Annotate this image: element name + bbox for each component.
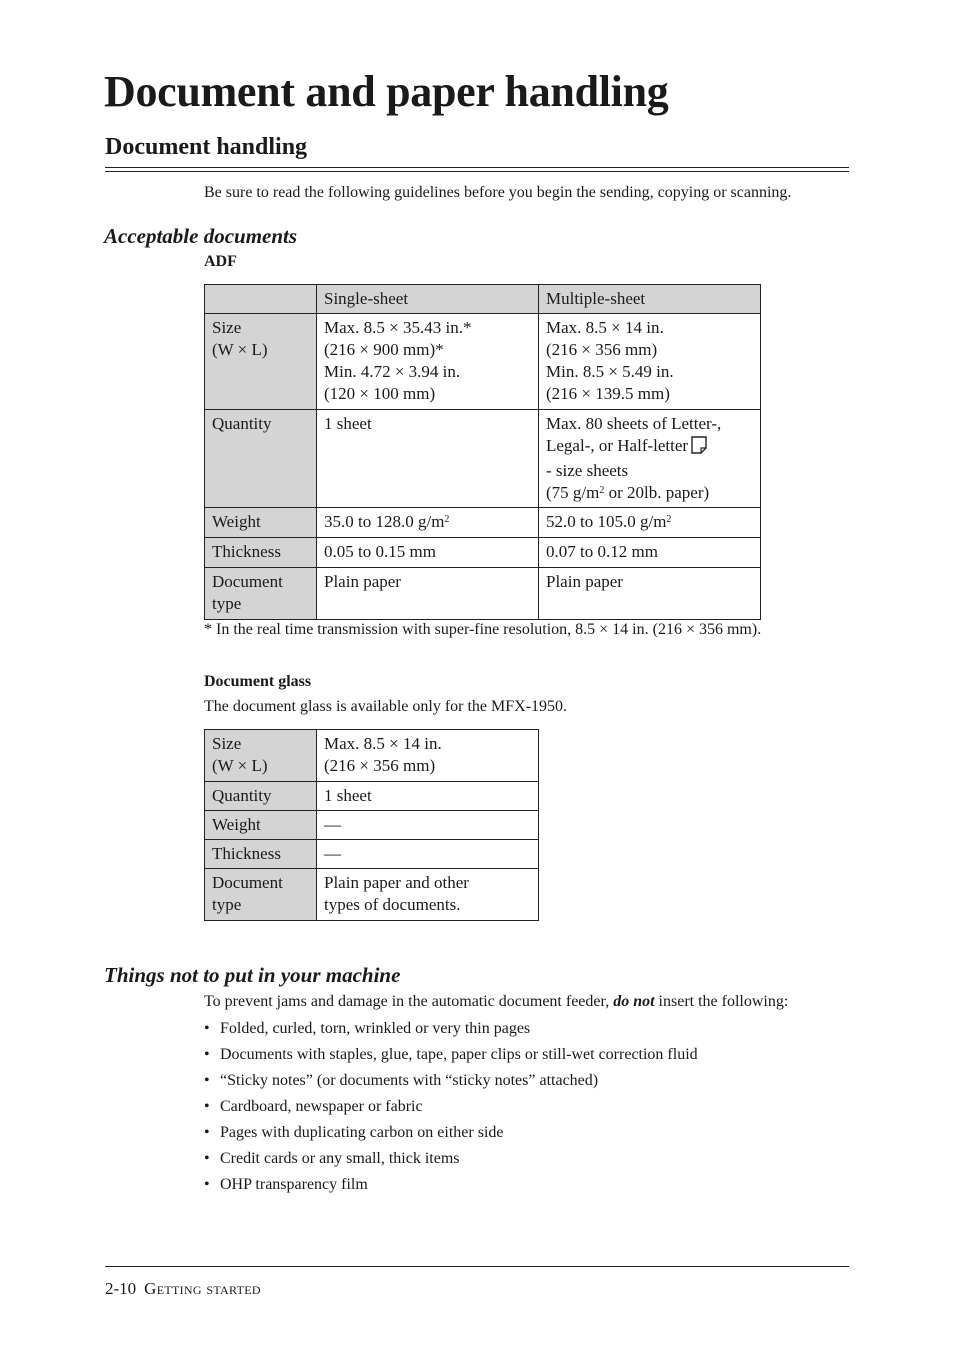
list-item: • Credit cards or any small, thick items (204, 1150, 460, 1167)
page-number: 2-10 (105, 1279, 137, 1298)
list-item: • Pages with duplicating carbon on either side (204, 1124, 504, 1141)
section-rule-thin (105, 171, 849, 172)
page-footer (105, 1279, 261, 1299)
list-item: • OHP transparency film (204, 1176, 368, 1193)
table-cell: — (317, 811, 539, 840)
table-cell: 1 sheet (317, 410, 539, 508)
list-item: • Cardboard, newspaper or fabric (204, 1098, 423, 1115)
table-row (205, 410, 761, 508)
table-row (205, 811, 539, 840)
table-cell: 52.0 to 105.0 $g/m^2$ (539, 508, 761, 538)
section-title: Document handling (105, 134, 308, 160)
table-cell: Plain paper (317, 568, 539, 620)
row-label: Weight (205, 508, 317, 538)
document-glass-table (204, 729, 539, 921)
page-landscape-icon (691, 436, 707, 460)
header-cell: Single-sheet (317, 285, 539, 314)
page-title: Document and paper handling (104, 67, 669, 116)
list-item: • Documents with staples, glue, tape, paper clips or still-wet correction fluid (204, 1046, 698, 1063)
adf-label: ADF (204, 253, 237, 270)
table-row (205, 538, 761, 568)
row-label: Weight (205, 811, 317, 840)
list-item: • “Sticky notes” (or documents with “sticky notes” attached) (204, 1072, 599, 1089)
row-label: Thickness (205, 538, 317, 568)
table-row (205, 508, 761, 538)
table-cell: 35.0 to 128.0 $g/m^2$ (317, 508, 539, 538)
list-item: • Folded, curled, torn, wrinkled or very thin pages (204, 1020, 531, 1037)
header-cell: Multiple-sheet (539, 285, 761, 314)
table-cell: Max. 8.5 × 14 in. (216 × 356 mm) Min. 8.5 × 5.49 in. (216 × 139.5 mm) (539, 314, 761, 410)
table-cell: 1 sheet (317, 782, 539, 811)
table-cell: Plain paper and other types of documents. (317, 869, 539, 921)
row-label: Quantity (205, 410, 317, 508)
row-label: Quantity (205, 782, 317, 811)
not-allowed-list (204, 1016, 698, 1198)
row-label: Size (W × L) (205, 730, 317, 782)
warning-paragraph: To prevent jams and damage in the automatic document feeder, do not insert the following: (204, 993, 789, 1010)
footer-rule (105, 1266, 849, 1267)
table-cell: Plain paper (539, 568, 761, 620)
row-label: Thickness (205, 840, 317, 869)
table-row (205, 314, 761, 410)
footer-section: Getting started (144, 1279, 261, 1298)
document-glass-note: The document glass is available only for the MFX-1950. (204, 698, 568, 715)
table-row (205, 730, 539, 782)
intro-paragraph: Be sure to read the following guidelines before you begin the sending, copying or scanning. (204, 184, 792, 201)
table-row (205, 869, 539, 921)
section-rule (105, 167, 849, 168)
header-cell (205, 285, 317, 314)
things-not-to-put-heading: Things not to put in your machine (104, 963, 401, 987)
row-label: Document type (205, 869, 317, 921)
table-cell: Max. 80 sheets of Letter-, Legal-, or Half-letter - size sheets (75 $g/m^2$ or 20lb. paper) (539, 410, 761, 508)
row-label: Size (W × L) (205, 314, 317, 410)
table-cell: Max. 8.5 × 14 in. (216 × 356 mm) (317, 730, 539, 782)
table-cell: 0.07 to 0.12 mm (539, 538, 761, 568)
document-glass-heading: Document glass (204, 673, 312, 690)
table-row (205, 840, 539, 869)
table-row (205, 782, 539, 811)
adf-spec-table (204, 284, 761, 620)
acceptable-documents-heading: Acceptable documents (104, 224, 298, 248)
table-header-row (205, 285, 761, 314)
row-label: Document type (205, 568, 317, 620)
table-cell: 0.05 to 0.15 mm (317, 538, 539, 568)
footnote: * In the real time transmission with super-fine resolution, 8.5 × 14 in. (216 × 356 mm). (204, 621, 762, 638)
table-row (205, 568, 761, 620)
table-cell: — (317, 840, 539, 869)
table-cell: Max. 8.5 × 35.43 in.* (216 × 900 mm)* Min. 4.72 × 3.94 in. (120 × 100 mm) (317, 314, 539, 410)
